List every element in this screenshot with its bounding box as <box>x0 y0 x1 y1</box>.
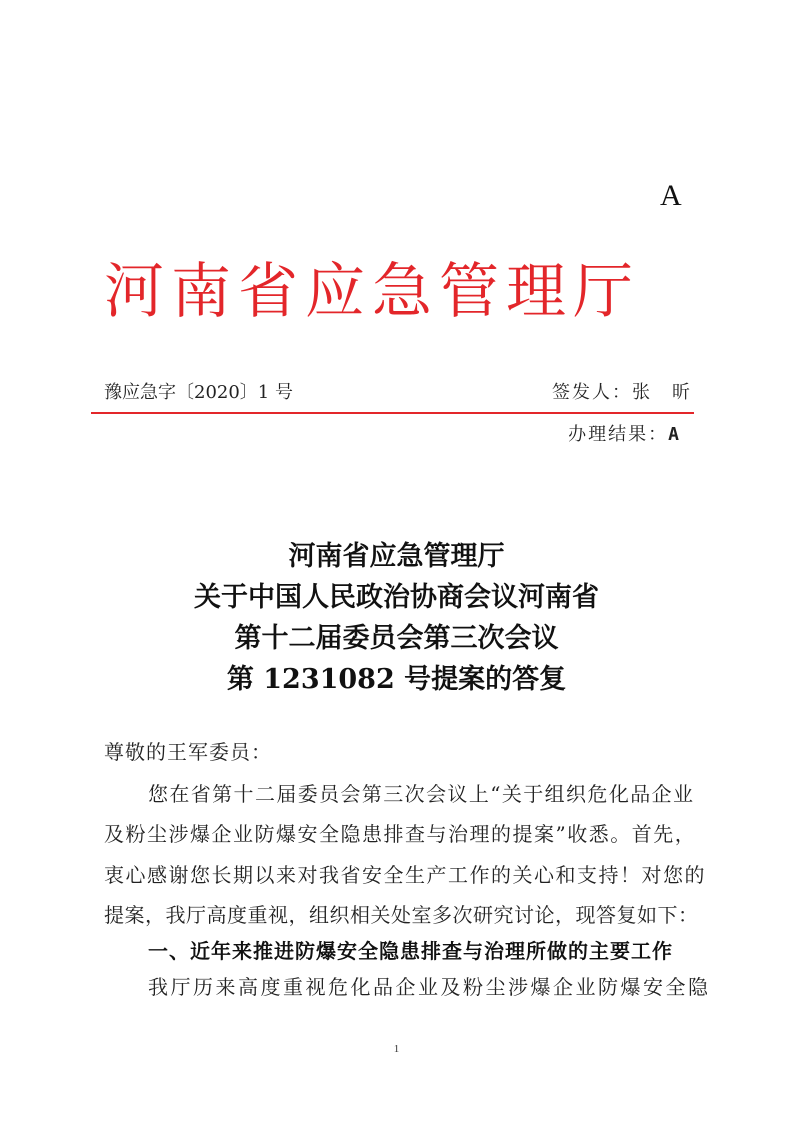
title-line: 河南省应急管理厅 <box>288 541 505 572</box>
body-paragraph-line: 及粉尘涉爆企业防爆安全隐患排查与治理的提案”收悉。首先， <box>104 822 697 846</box>
salutation: 尊敬的王军委员： <box>104 740 272 764</box>
document-number: 豫应急字〔2020〕1 号 <box>104 382 293 403</box>
document-title <box>0 536 793 700</box>
page-number: 1 <box>393 1043 400 1055</box>
title-line: 第 1231082 号提案的答复 <box>226 664 567 695</box>
body-paragraph-line: 提案，我厅高度重视，组织相关处室多次研究讨论，现答复如下： <box>104 903 699 927</box>
result-value: A <box>668 424 681 445</box>
grade-mark: A <box>660 179 682 212</box>
processing-result <box>568 422 681 448</box>
title-line: 第十二届委员会第三次会议 <box>234 623 559 654</box>
body-paragraph-line: 衷心感谢您长期以来对我省安全生产工作的关心和支持！对您的 <box>104 863 706 887</box>
body-paragraph-line: 您在省第十二届委员会第三次会议上“关于组织危化品企业 <box>148 782 694 806</box>
result-label: 办理结果： <box>568 424 669 445</box>
signer: 签发人：张 昕 <box>552 382 692 403</box>
red-divider <box>91 412 694 414</box>
organization-header: 河南省应急管理厅 <box>104 257 640 327</box>
body-paragraph-line: 我厅历来高度重视危化品企业及粉尘涉爆企业防爆安全隐 <box>148 975 711 999</box>
section-heading: 一、近年来推进防爆安全隐患排查与治理所做的主要工作 <box>148 939 673 963</box>
title-line: 关于中国人民政治协商会议河南省 <box>194 582 599 613</box>
